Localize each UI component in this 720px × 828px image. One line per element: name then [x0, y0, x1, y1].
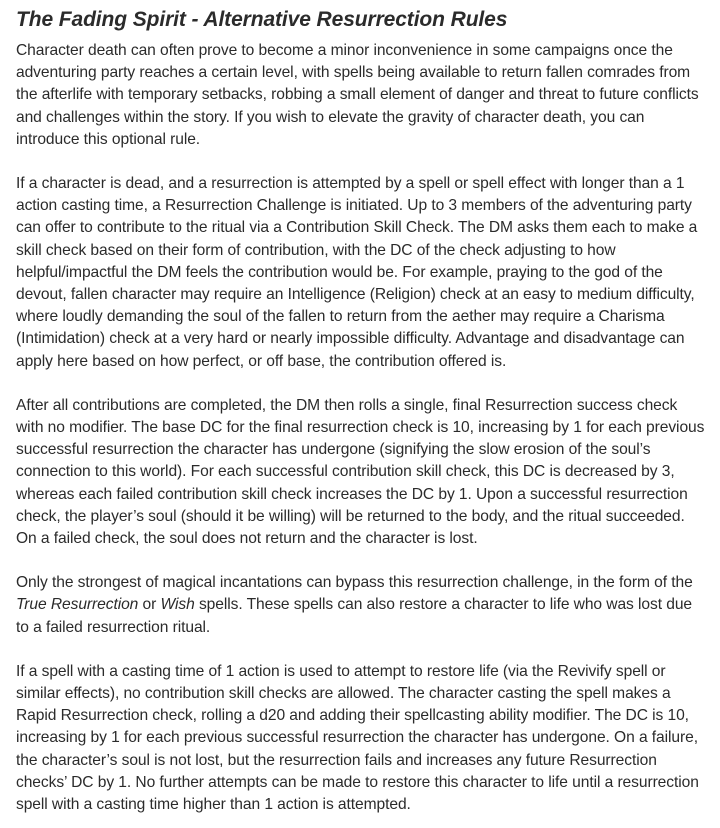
spell-true-resurrection: True Resurrection [16, 596, 139, 614]
bypass-text-after: spells. These spells can also restore a character to life who was lost due to a failed resurrection ritual. [16, 596, 692, 636]
paragraph-intro: Character death can often prove to become a minor inconvenience in some campaigns once the adventuring party reaches a certain level, with spells being available to return fallen comrades from the afterlife with temporary setbacks, robbing a small element of danger and threat to future conflicts and challenges within the story. If you wish to elevate the gravity of character death, you can introduce this optional rule. [16, 42, 699, 148]
paragraph-rapid-resurrection: If a spell with a casting time of 1 action is used to attempt to restore life (via the Revivify spell or similar effects), no contribution skill checks are allowed. The character casting the spell makes a Rapid Resurrection check, rolling a d20 and adding their spellcasting ability modifier. The DC is 10, increasing by 1 for each previous successful resurrection the character has undergone. On a failure, the character’s soul is not lost, but the resurrection fails and increases any future Resurrection checks’ DC by 1. No further attempts can be made to restore this character to life until a resurrection spell with a casting time higher than 1 action is attempted. [16, 662, 699, 814]
paragraph-final-check: After all contributions are completed, the DM then rolls a single, final Resurrection success check with no modifier. The base DC for the final resurrection check is 10, increasing by 1 for each previous successful resurrection the character has undergone (signifying the slow erosion of the soul’s connection to this world). For each successful contribution skill check, this DC is decreased by 3, whereas each failed contribution skill check increases the DC by 1. Upon a successful resurrection check, the player’s soul (should it be willing) will be returned to the body, and the ritual succeeded. On a failed check, the soul does not return and the character is lost. [16, 396, 705, 548]
bypass-text-between: or [138, 596, 161, 614]
paragraph-resurrection-challenge: If a character is dead, and a resurrection is attempted by a spell or spell effect with longer than a 1 action casting time, a Resurrection Challenge is initiated. Up to 3 members of the adventuring party can offer to contribute to the ritual via a Contribution Skill Check. The DM asks them each to make a skill check based on their form of contribution, with the DC of the check adjusting to how helpful/impactful the DM feels the contribution would be. For example, praying to the god of the devout, fallen character may require an Intelligence (Religion) check at an easy to medium difficulty, where loudly demanding the soul of the fallen to return from the aether may require a Charisma (Intimidation) check at a very hard or nearly impossible difficulty. Advantage and disadvantage can apply here based on how perfect, or off base, the contribution offered is. [16, 175, 698, 370]
spell-wish: Wish [160, 596, 195, 614]
paragraph-bypass-spells [16, 572, 708, 639]
document-title: The Fading Spirit - Alternative Resurrection Rules [16, 8, 508, 31]
bypass-text-before: Only the strongest of magical incantations can bypass this resurrection challenge, in the form of the [16, 574, 693, 592]
